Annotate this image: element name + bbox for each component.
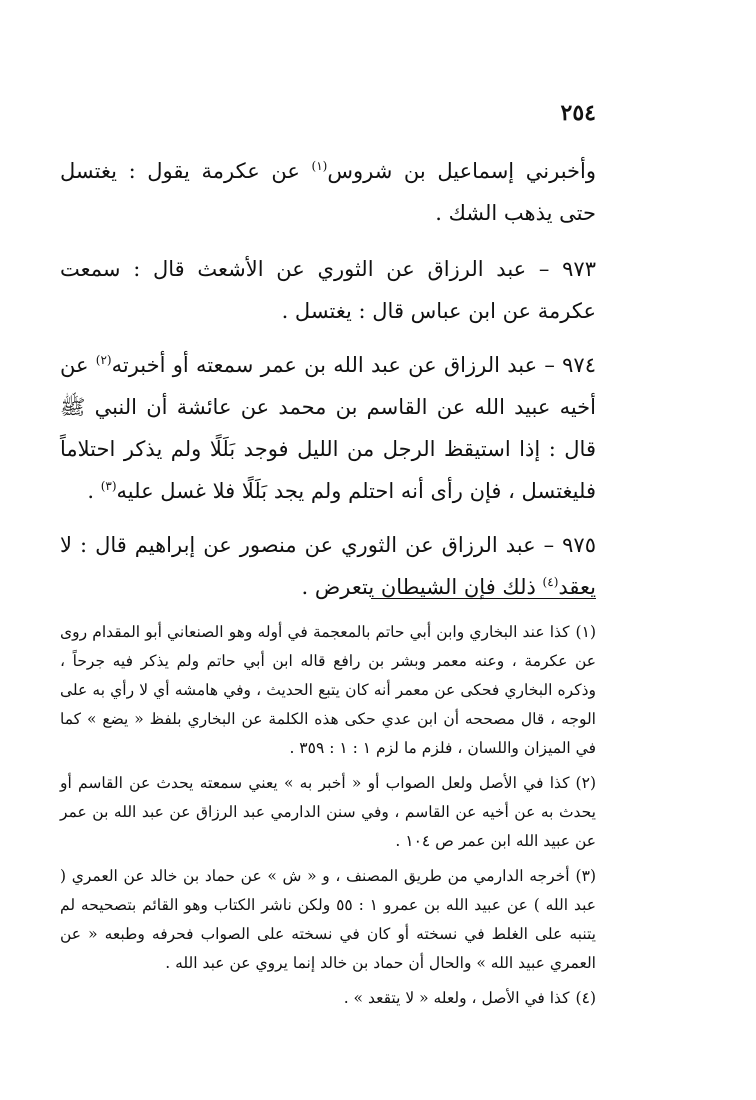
- footnote-1: [60, 618, 596, 763]
- footnote-3: [60, 862, 596, 978]
- footnote-3-text: أخرجه الدارمي من طريق المصنف ، و « ش » عن حماد بن خالد عن العمري ( عبد الله ) عن عبيد الله بن عمرو ١ : ٥٥ ولكن ناشر الكتاب وهو القائم بتصحيحه لم يتنبه على الغلط في نسخته أو كان في نسخته على الصواب فحرفه وطبعه « عن العمري عبيد الله » والحال أن حماد بن خالد إنما يروي عن عبد الله .: [60, 867, 597, 972]
- footnote-1-text: كذا عند البخاري وابن أبي حاتم بالمعجمة في أوله وهو الصنعاني أبو المقدام روى عن عكرمة ، وعنه معمر وبشر بن رافع قاله ابن أبي حاتم ولم يذكر فيه جرحاً ، وذكره البخاري فحكى عن معمر أنه كان يتبع الحديث ، وفي هامشه أي لا رأي به على الوجه ، قال مصححه أن ابن عدي حكى هذه الكلمة عن البخاري بلفظ « يضع » كما في الميزان واللسان ، فلزم ما لزم ١ : ١ : ٣٥٩ .: [60, 623, 596, 757]
- hadith-975-text-after: ذلك فإن الشيطان يتعرض .: [301, 575, 543, 599]
- hadith-973: [60, 248, 596, 332]
- hadith-975: [60, 524, 596, 608]
- continuation-text-after: عن عكرمة يقول : يغتسل حتى يذهب الشك .: [60, 159, 596, 225]
- footnote-ref-3[interactable]: (٣): [100, 479, 117, 493]
- footnote-2-text: كذا في الأصل ولعل الصواب أو « أخبر به » يعني سمعته يحدث عن القاسم أو يحدث به عن أخيه عن القاسم ، وفي سنن الدارمي عبد الرزاق عن عبد الله بن عمر عن عبيد الله ابن عمر ص ١٠٤ .: [60, 774, 596, 850]
- footnote-4-text: كذا في الأصل ، ولعله « لا يتقعد » .: [343, 989, 570, 1007]
- footnote-ref-4[interactable]: (٤): [542, 575, 559, 589]
- footnote-2-number: (٢): [575, 774, 596, 792]
- hadith-974-text-before: ٩٧٤ – عبد الرزاق عن عبد الله بن عمر سمعته أو أخبرته: [111, 353, 596, 377]
- continuation-paragraph: [60, 150, 596, 234]
- footnote-2: [60, 769, 596, 856]
- footnote-ref-2[interactable]: (٢): [95, 353, 112, 367]
- hadith-974: [60, 344, 596, 512]
- footnote-divider: [371, 598, 596, 599]
- footnote-4: [60, 984, 596, 1013]
- hadith-973-text: ٩٧٣ – عبد الرزاق عن الثوري عن الأشعث قال : سمعت عكرمة عن ابن عباس قال : يغتسل .: [60, 257, 596, 323]
- page-number: ٢٥٤: [560, 100, 596, 126]
- footnote-1-number: (١): [575, 623, 596, 641]
- main-text: [60, 150, 596, 620]
- footnote-4-number: (٤): [575, 989, 596, 1007]
- hadith-974-text-after: .: [87, 479, 101, 503]
- footnote-3-number: (٣): [575, 867, 596, 885]
- footnotes: [60, 618, 596, 1019]
- continuation-text-before: وأخبرني إسماعيل بن شروس: [327, 159, 596, 183]
- hadith-975-text-before: ٩٧٥ – عبد الرزاق عن الثوري عن منصور عن إبراهيم قال : لا يعقد: [60, 533, 596, 599]
- book-page: [60, 0, 596, 1100]
- hadith-974-text-middle: عن أخيه عبيد الله عن القاسم بن محمد عن عائشة أن النبي ﷺ قال : إذا استيقظ الرجل من الليل فوجد بَلَلًا ولم يذكر احتلاماً فليغتسل ، فإن رأى أنه احتلم ولم يجد بَلَلًا فلا غسل عليه: [60, 353, 596, 503]
- footnote-ref-1[interactable]: (١): [311, 159, 328, 173]
